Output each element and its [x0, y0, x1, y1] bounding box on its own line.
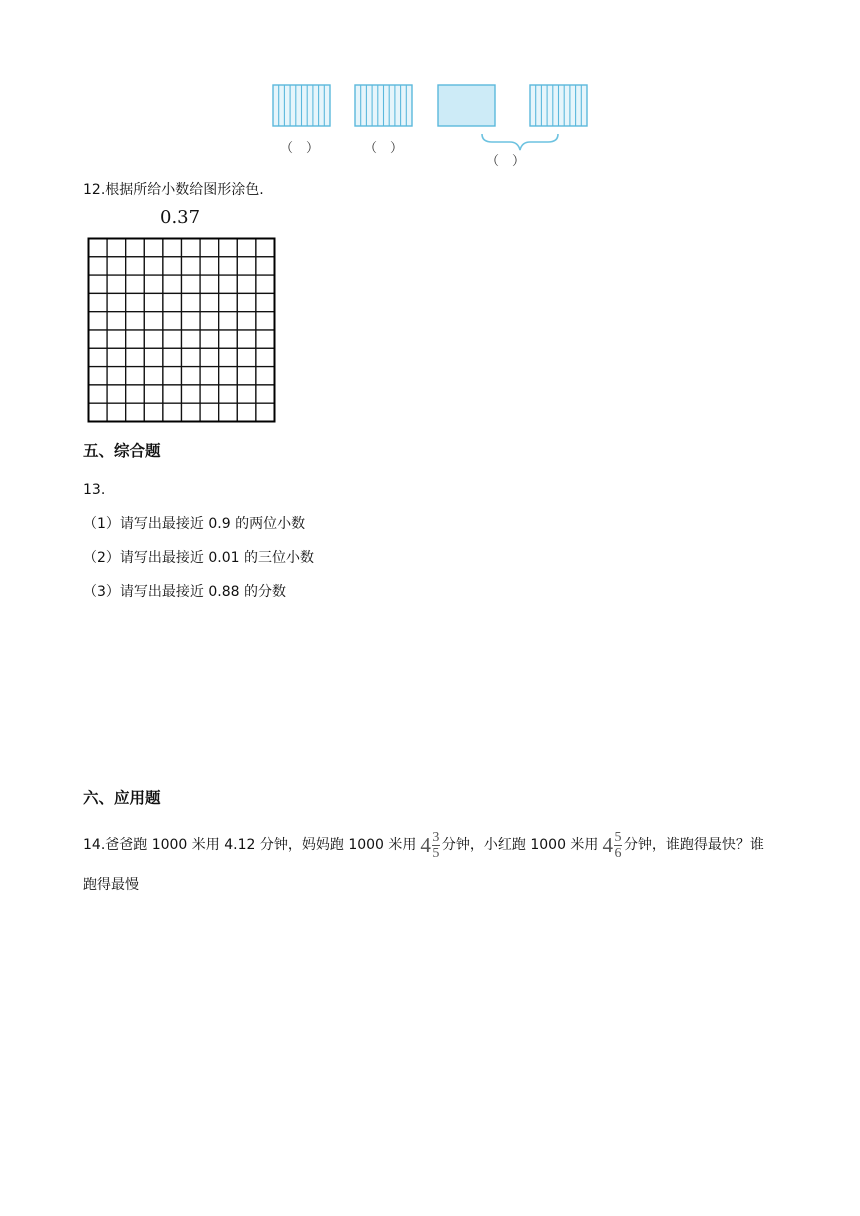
grid-cell[interactable] — [107, 257, 126, 275]
mixed-number-xiaohong: 4 5 6 — [602, 829, 622, 861]
grid-cell[interactable] — [237, 275, 256, 293]
grid-cell[interactable] — [256, 275, 275, 293]
strip-block-1 — [273, 85, 330, 126]
grid-cell[interactable] — [200, 348, 219, 366]
strip-block-2 — [355, 85, 412, 126]
grid-cell[interactable] — [182, 275, 201, 293]
grid-cell[interactable] — [144, 403, 163, 421]
grid-cell[interactable] — [89, 275, 108, 293]
grid-cell[interactable] — [256, 367, 275, 385]
grid-cell[interactable] — [144, 257, 163, 275]
grid-cell[interactable] — [256, 348, 275, 366]
grid-cell[interactable] — [144, 293, 163, 311]
grid-cell[interactable] — [144, 348, 163, 366]
grid-cell[interactable] — [89, 312, 108, 330]
q13-number: 13. — [83, 482, 106, 498]
q14-part-2: 分钟，小红跑 1000 米用 — [441, 837, 599, 853]
q13-item-3: （3）请写出最接近 0.88 的分数 — [83, 584, 286, 600]
q14-line-2: 跑得最慢 — [83, 877, 139, 893]
grid-cell[interactable] — [200, 367, 219, 385]
grid-cell[interactable] — [107, 239, 126, 257]
grid-cell[interactable] — [89, 367, 108, 385]
grid-cell[interactable] — [219, 385, 238, 403]
grid-cell[interactable] — [182, 293, 201, 311]
grid-cell[interactable] — [163, 293, 182, 311]
grid-cell[interactable] — [256, 312, 275, 330]
grid-cell[interactable] — [237, 403, 256, 421]
grid-cell[interactable] — [107, 367, 126, 385]
grid-cell[interactable] — [219, 367, 238, 385]
grid-cell[interactable] — [237, 239, 256, 257]
grid-cell[interactable] — [126, 367, 145, 385]
grid-cell[interactable] — [107, 403, 126, 421]
q14-line-1 — [83, 828, 764, 862]
grid-cell[interactable] — [200, 330, 219, 348]
grid-cell[interactable] — [89, 330, 108, 348]
grid-cell[interactable] — [237, 385, 256, 403]
grid-cell[interactable] — [219, 403, 238, 421]
paren-blank-3[interactable]: （ ） — [486, 154, 526, 169]
q14-part-3: 分钟，谁跑得最快？谁 — [623, 837, 764, 853]
grid-cell[interactable] — [219, 312, 238, 330]
grid-cell[interactable] — [256, 403, 275, 421]
grid-cell[interactable] — [89, 403, 108, 421]
grid-cell[interactable] — [107, 385, 126, 403]
grid-cell[interactable] — [126, 275, 145, 293]
grid-cell[interactable] — [126, 257, 145, 275]
grid-cell[interactable] — [144, 239, 163, 257]
grid-cell[interactable] — [200, 403, 219, 421]
grid-cell[interactable] — [163, 275, 182, 293]
grid-cell[interactable] — [163, 239, 182, 257]
q14-part-1: 14.爸爸跑 1000 米用 4.12 分钟，妈妈跑 1000 米用 — [83, 837, 417, 853]
grid-cell[interactable] — [89, 293, 108, 311]
mixed-number-mom: 4 3 5 — [420, 829, 440, 861]
grid-cell[interactable] — [182, 403, 201, 421]
grid-cell[interactable] — [200, 293, 219, 311]
grid-cell[interactable] — [107, 275, 126, 293]
grid-cell[interactable] — [89, 348, 108, 366]
section-6-heading: 六、应用题 — [83, 789, 161, 807]
grid-cell[interactable] — [256, 257, 275, 275]
grid-cell[interactable] — [200, 257, 219, 275]
grid-cell[interactable] — [237, 293, 256, 311]
grid-cell[interactable] — [256, 385, 275, 403]
grid-cell[interactable] — [200, 312, 219, 330]
grid-cell[interactable] — [107, 330, 126, 348]
grid-cell[interactable] — [237, 348, 256, 366]
grid-cell[interactable] — [126, 330, 145, 348]
grid-cell[interactable] — [219, 257, 238, 275]
grid-cell[interactable] — [163, 312, 182, 330]
q13-item-1: （1）请写出最接近 0.9 的两位小数 — [83, 516, 306, 532]
grid-cell[interactable] — [256, 293, 275, 311]
grid-cell[interactable] — [163, 403, 182, 421]
q12-text: 12.根据所给小数给图形涂色. — [83, 182, 264, 198]
grid-cell[interactable] — [182, 367, 201, 385]
grid-cell[interactable] — [256, 330, 275, 348]
grid-cell[interactable] — [182, 257, 201, 275]
grid-cell[interactable] — [200, 385, 219, 403]
grid-cell[interactable] — [144, 367, 163, 385]
grid-cell[interactable] — [219, 293, 238, 311]
grid-cell[interactable] — [237, 367, 256, 385]
grid-cell[interactable] — [182, 348, 201, 366]
curly-brace — [482, 134, 558, 150]
grid-cell[interactable] — [107, 293, 126, 311]
grid-cell[interactable] — [89, 385, 108, 403]
grid-cell[interactable] — [126, 385, 145, 403]
grid-cell[interactable] — [200, 275, 219, 293]
grid-cell[interactable] — [144, 312, 163, 330]
grid-cell[interactable] — [163, 330, 182, 348]
grid-cell[interactable] — [107, 348, 126, 366]
grid-cell[interactable] — [219, 239, 238, 257]
grid-cell[interactable] — [182, 385, 201, 403]
grid-cell[interactable] — [163, 257, 182, 275]
grid-cell[interactable] — [89, 257, 108, 275]
paren-blank-1[interactable]: （ ） — [280, 141, 320, 156]
grid-cell[interactable] — [144, 275, 163, 293]
grid-cell[interactable] — [144, 330, 163, 348]
grid-cell[interactable] — [126, 403, 145, 421]
grid-cell[interactable] — [163, 367, 182, 385]
grid-cell[interactable] — [126, 312, 145, 330]
grid-cell[interactable] — [126, 239, 145, 257]
strip-block-3 — [530, 85, 587, 126]
grid-cell[interactable] — [256, 239, 275, 257]
grid-cell[interactable] — [126, 293, 145, 311]
q13-item-2: （2）请写出最接近 0.01 的三位小数 — [83, 550, 314, 566]
grid-decimal-label: 0.37 — [160, 207, 201, 228]
grid-cell[interactable] — [237, 257, 256, 275]
grid-cell[interactable] — [144, 385, 163, 403]
paren-blank-2[interactable]: （ ） — [364, 141, 404, 156]
grid-cell[interactable] — [182, 330, 201, 348]
grid-cell[interactable] — [89, 239, 108, 257]
grid-cell[interactable] — [163, 385, 182, 403]
unit-block — [438, 85, 495, 126]
grid-cell[interactable] — [219, 275, 238, 293]
grid-cell[interactable] — [200, 239, 219, 257]
grid-cell[interactable] — [126, 348, 145, 366]
grid-cell[interactable] — [182, 312, 201, 330]
section-5-heading: 五、综合题 — [83, 442, 161, 460]
grid-cell[interactable] — [107, 312, 126, 330]
hundred-grid[interactable] — [87, 237, 277, 424]
grid-cell[interactable] — [163, 348, 182, 366]
grid-cell[interactable] — [219, 348, 238, 366]
grid-cell[interactable] — [182, 239, 201, 257]
grid-cell[interactable] — [237, 330, 256, 348]
grid-cell[interactable] — [237, 312, 256, 330]
grid-cell[interactable] — [219, 330, 238, 348]
